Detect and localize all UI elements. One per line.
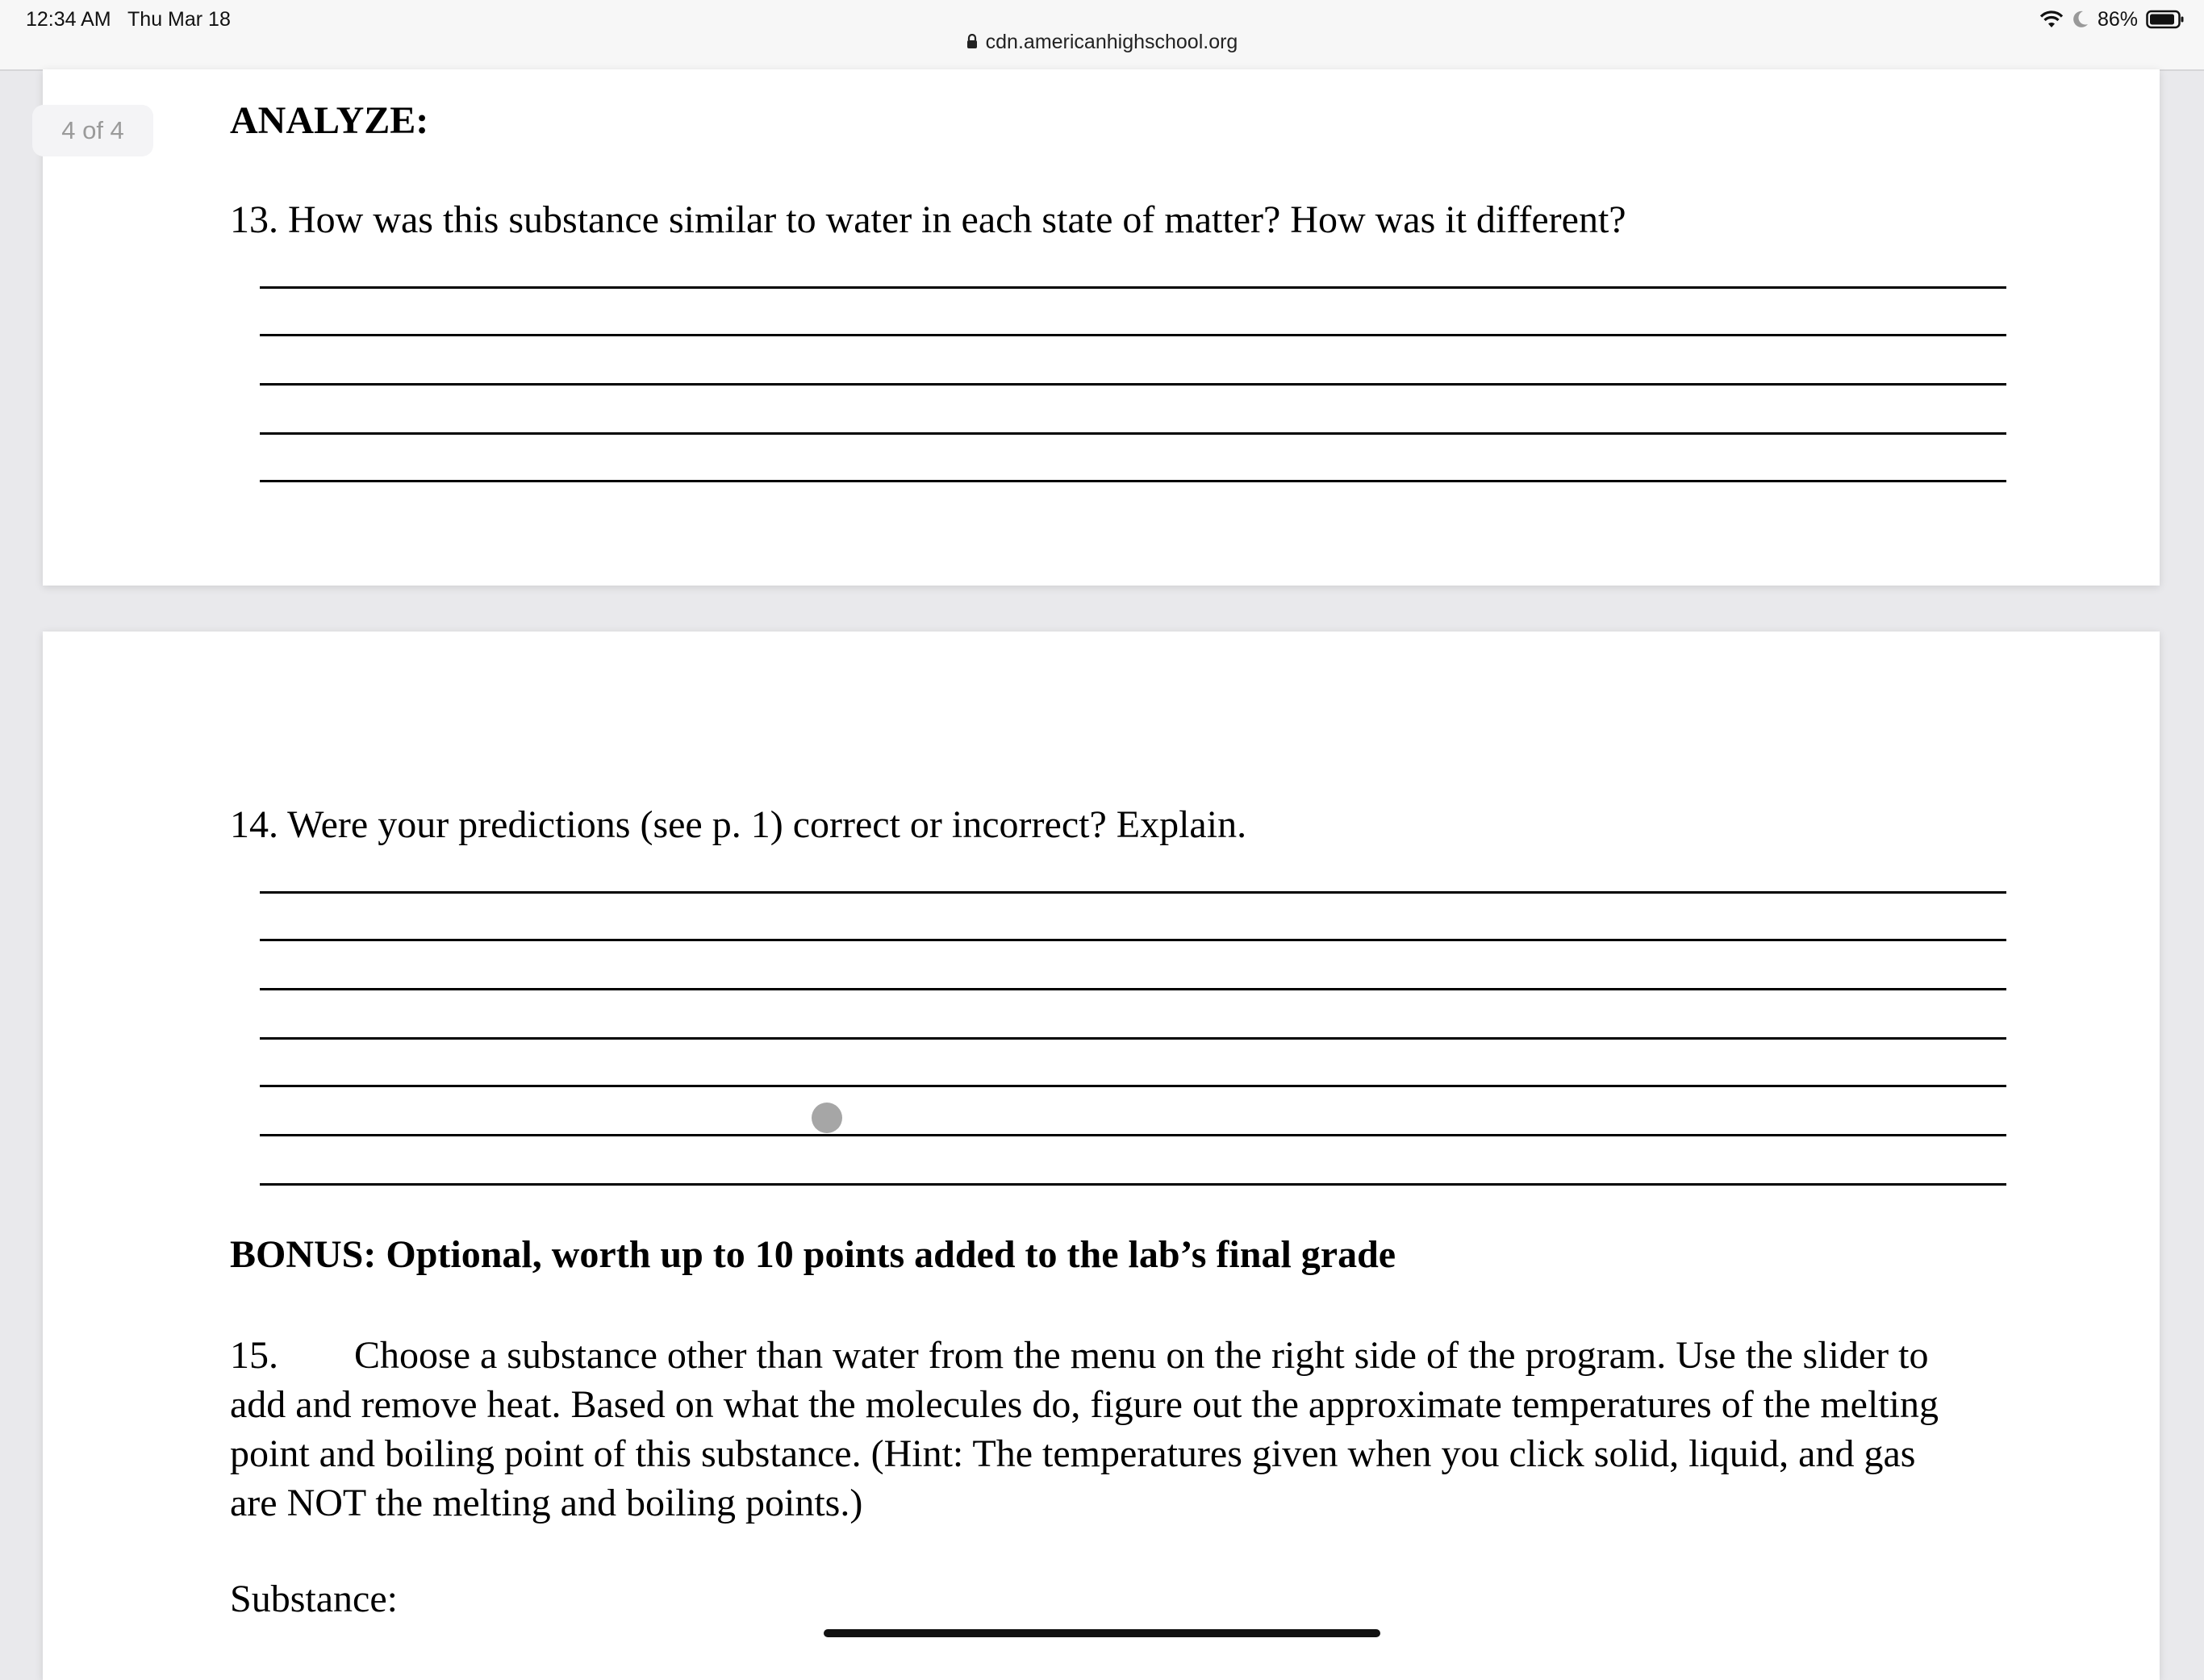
battery-icon xyxy=(2146,10,2185,29)
answer-line xyxy=(260,432,2006,435)
home-indicator[interactable] xyxy=(824,1629,1380,1637)
wifi-icon xyxy=(2039,10,2064,29)
address-bar[interactable] xyxy=(0,31,2204,54)
question-15-text: Choose a substance other than water from the menu on the right side of the program. Use the slider to add and remove heat. Based on what the molecules do, figure out the approximate temperatures of the melting point and boiling point of this substance. (Hint: The temperatures given when you click solid, liquid, and gas are NOT the melting and boiling points.) xyxy=(230,1334,1939,1524)
bonus-heading: BONUS: Optional, worth up to 10 points added to the lab’s final grade xyxy=(230,1233,1396,1276)
page-indicator: 4 of 4 xyxy=(32,105,153,156)
battery-percentage: 86% xyxy=(2097,7,2138,31)
answer-line xyxy=(260,334,2006,336)
answer-line xyxy=(260,1037,2006,1040)
answer-line xyxy=(260,1183,2006,1186)
answer-line xyxy=(260,383,2006,386)
question-14: 14. Were your predictions (see p. 1) correct or incorrect? Explain. xyxy=(230,803,1247,846)
answer-line xyxy=(260,939,2006,941)
substance-label: Substance: xyxy=(230,1578,398,1620)
question-15-number: 15. xyxy=(230,1334,278,1377)
answer-line xyxy=(260,988,2006,990)
answer-line xyxy=(260,1134,2006,1136)
status-time-date: 12:34 AM Thu Mar 18 xyxy=(26,8,231,31)
moon-icon xyxy=(2072,10,2089,29)
browser-top-bar xyxy=(0,0,2204,71)
lock-icon xyxy=(966,31,978,54)
status-indicators xyxy=(2039,6,2185,32)
section-heading: ANALYZE: xyxy=(230,99,429,142)
question-13: 13. How was this substance similar to water in each state of matter? How was it different? xyxy=(230,198,1626,241)
answer-line xyxy=(260,891,2006,894)
answer-line xyxy=(260,1085,2006,1087)
url-text[interactable]: cdn.americanhighschool.org xyxy=(985,31,1238,53)
pointer-cursor xyxy=(812,1103,842,1133)
answer-line xyxy=(260,480,2006,482)
answer-line xyxy=(260,286,2006,289)
question-15 xyxy=(230,1331,1956,1528)
document-page-3 xyxy=(43,69,2160,586)
